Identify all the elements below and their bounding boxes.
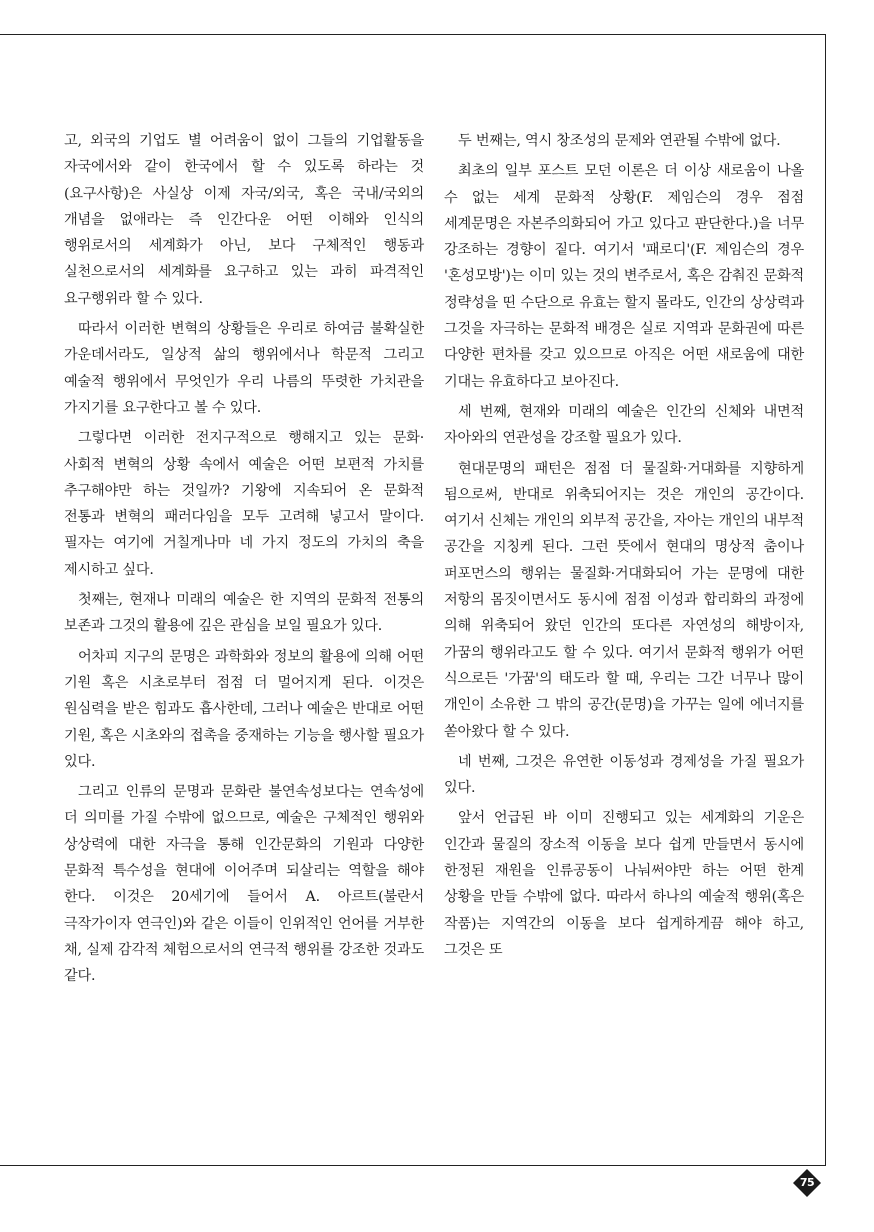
paragraph: 현대문명의 패턴은 점점 더 물질화·거대화를 지향하게 됨으로써, 반대로 위축되어지는 것은 개인의 공간이다. 여기서 신체는 개인의 외부적 공간을, 자아는 개인의 내부적 공간을 지칭케 된다. 그런 뜻에서 현대의 명상적 춤이나 퍼포먼스의 행위는 물질화·거대화되어 가는 문명에 대한 저항의 몸짓이면서도 동시에 점점 이성과 합리화의 과정에 의해 위축되어 왔던 인간의 또다른 자연성의 해방이자, 가꿈의 행위라고도 할 수 있다. 여기서 문화적 행위가 어떤 식으로든 '가꿈'의 태도라 할 때, 우리는 그간 너무나 많이 개인이 소유한 그 밖의 공간(문명)을 가꾸는 일에 에너지를 쏟아왔다 할 수 있다. [444,460,804,740]
paragraph: 그리고 인류의 문명과 문화란 불연속성보다는 연속성에 더 의미를 가질 수밖에 없으므로, 예술은 구체적인 행위와 상상력에 대한 자극을 통해 인간문화의 기원과 다양한 문화적 특수성을 현대에 이어주며 되살리는 역할을 해야 한다. 이것은 20세기에 들어서 A. 아르트(불란서 극작가이자 연극인)와 같은 이들이 인위적인 언어를 거부한 채, 실제 감각적 체험으로서의 연극적 행위를 강조한 것과도 같다. [64,784,424,985]
paragraph: 세 번째, 현재와 미래의 예술은 인간의 신체와 내면적 자아와의 연관성을 강조할 필요가 있다. [444,403,804,447]
paragraph: 고, 외국의 기업도 별 어려움이 없이 그들의 기업활동을 자국에서와 같이 한국에서 할 수 있도록 하라는 것(요구사항)은 사실상 이제 자국/외국, 혹은 국내/국외의 개념을 없애라는 즉 인간다운 어떤 이해와 인식의 행위로서의 세계화가 아닌, 보다 구체적인 행동과 실천으로서의 세계화를 요구하고 있는 과히 파격적인 요구행위라 할 수 있다. [64,133,424,307]
paragraph: 따라서 이러한 변혁의 상황들은 우리로 하여금 불확실한 가운데서라도, 일상적 삶의 행위에서나 학문적 그리고 예술적 행위에서 무엇인가 우리 나름의 뚜렷한 가치관을 가지기를 요구한다고 볼 수 있다. [64,321,424,416]
page-number-badge [792,1168,822,1198]
paragraph: 앞서 언급된 바 이미 진행되고 있는 세계화의 기운은 인간과 물질의 장소적 이동을 보다 쉽게 만들면서 동시에 한정된 재원을 인류공동이 나눠써야만 하는 어떤 한계 상황을 만들 수밖에 없다. 따라서 하나의 예술적 행위(혹은 작품)는 지역간의 이동을 보다 쉽게하게끔 해야 하고, 그것은 또 [444,810,804,958]
paragraph: 최초의 일부 포스트 모던 이론은 더 이상 새로움이 나올 수 없는 세계 문화적 상황(F. 제임슨의 경우 점점 세계문명은 자본주의화되어 가고 있다고 판단한다.)을 너무 강조하는 경향이 짙다. 여기서 '패로디'(F. 제임슨의 경우 '혼성모방')는 이미 있는 것의 변주로서, 혹은 감춰진 문화적 정략성을 띤 수단으로 유효는 할지 몰라도, 인간의 상상력과 그것을 자극하는 문화적 배경은 실로 지역과 문화권에 따른 다양한 편차를 갖고 있으므로 아직은 어떤 새로움에 대한 기대는 유효하다고 보아진다. [444,163,804,390]
paragraph: 어차피 지구의 문명은 과학화와 정보의 활용에 의해 어떤 기원 혹은 시초로부터 점점 더 멀어지게 된다. 이것은 원심력을 받은 힘과도 흡사한데, 그러나 예술은 반대로 어떤 기원, 혹은 시초와의 접촉을 중재하는 기능을 행사할 필요가 있다. [64,648,424,770]
paragraph: 네 번째, 그것은 유연한 이동성과 경제성을 가질 필요가 있다. [444,753,804,797]
paragraph: 첫째는, 현재나 미래의 예술은 한 지역의 문화적 전통의 보존과 그것의 활용에 깊은 관심을 보일 필요가 있다. [64,592,424,635]
right-column [444,128,804,967]
left-column [64,128,424,994]
paragraph: 그렇다면 이러한 전지구적으로 행해지고 있는 문화·사회적 변혁의 상황 속에서 예술은 어떤 보편적 가치를 추구해야만 하는 것일까? 기왕에 지속되어 온 문화적 전통과 변혁의 패러다임을 모두 고려해 넣고서 말이다. 필자는 여기에 거칠게나마 네 가지 정도의 가치의 축을 제시하고 싶다. [64,430,424,578]
page-number: 75 [799,1176,815,1189]
paragraph: 두 번째는, 역시 창조성의 문제와 연관될 수밖에 없다. [458,133,781,149]
